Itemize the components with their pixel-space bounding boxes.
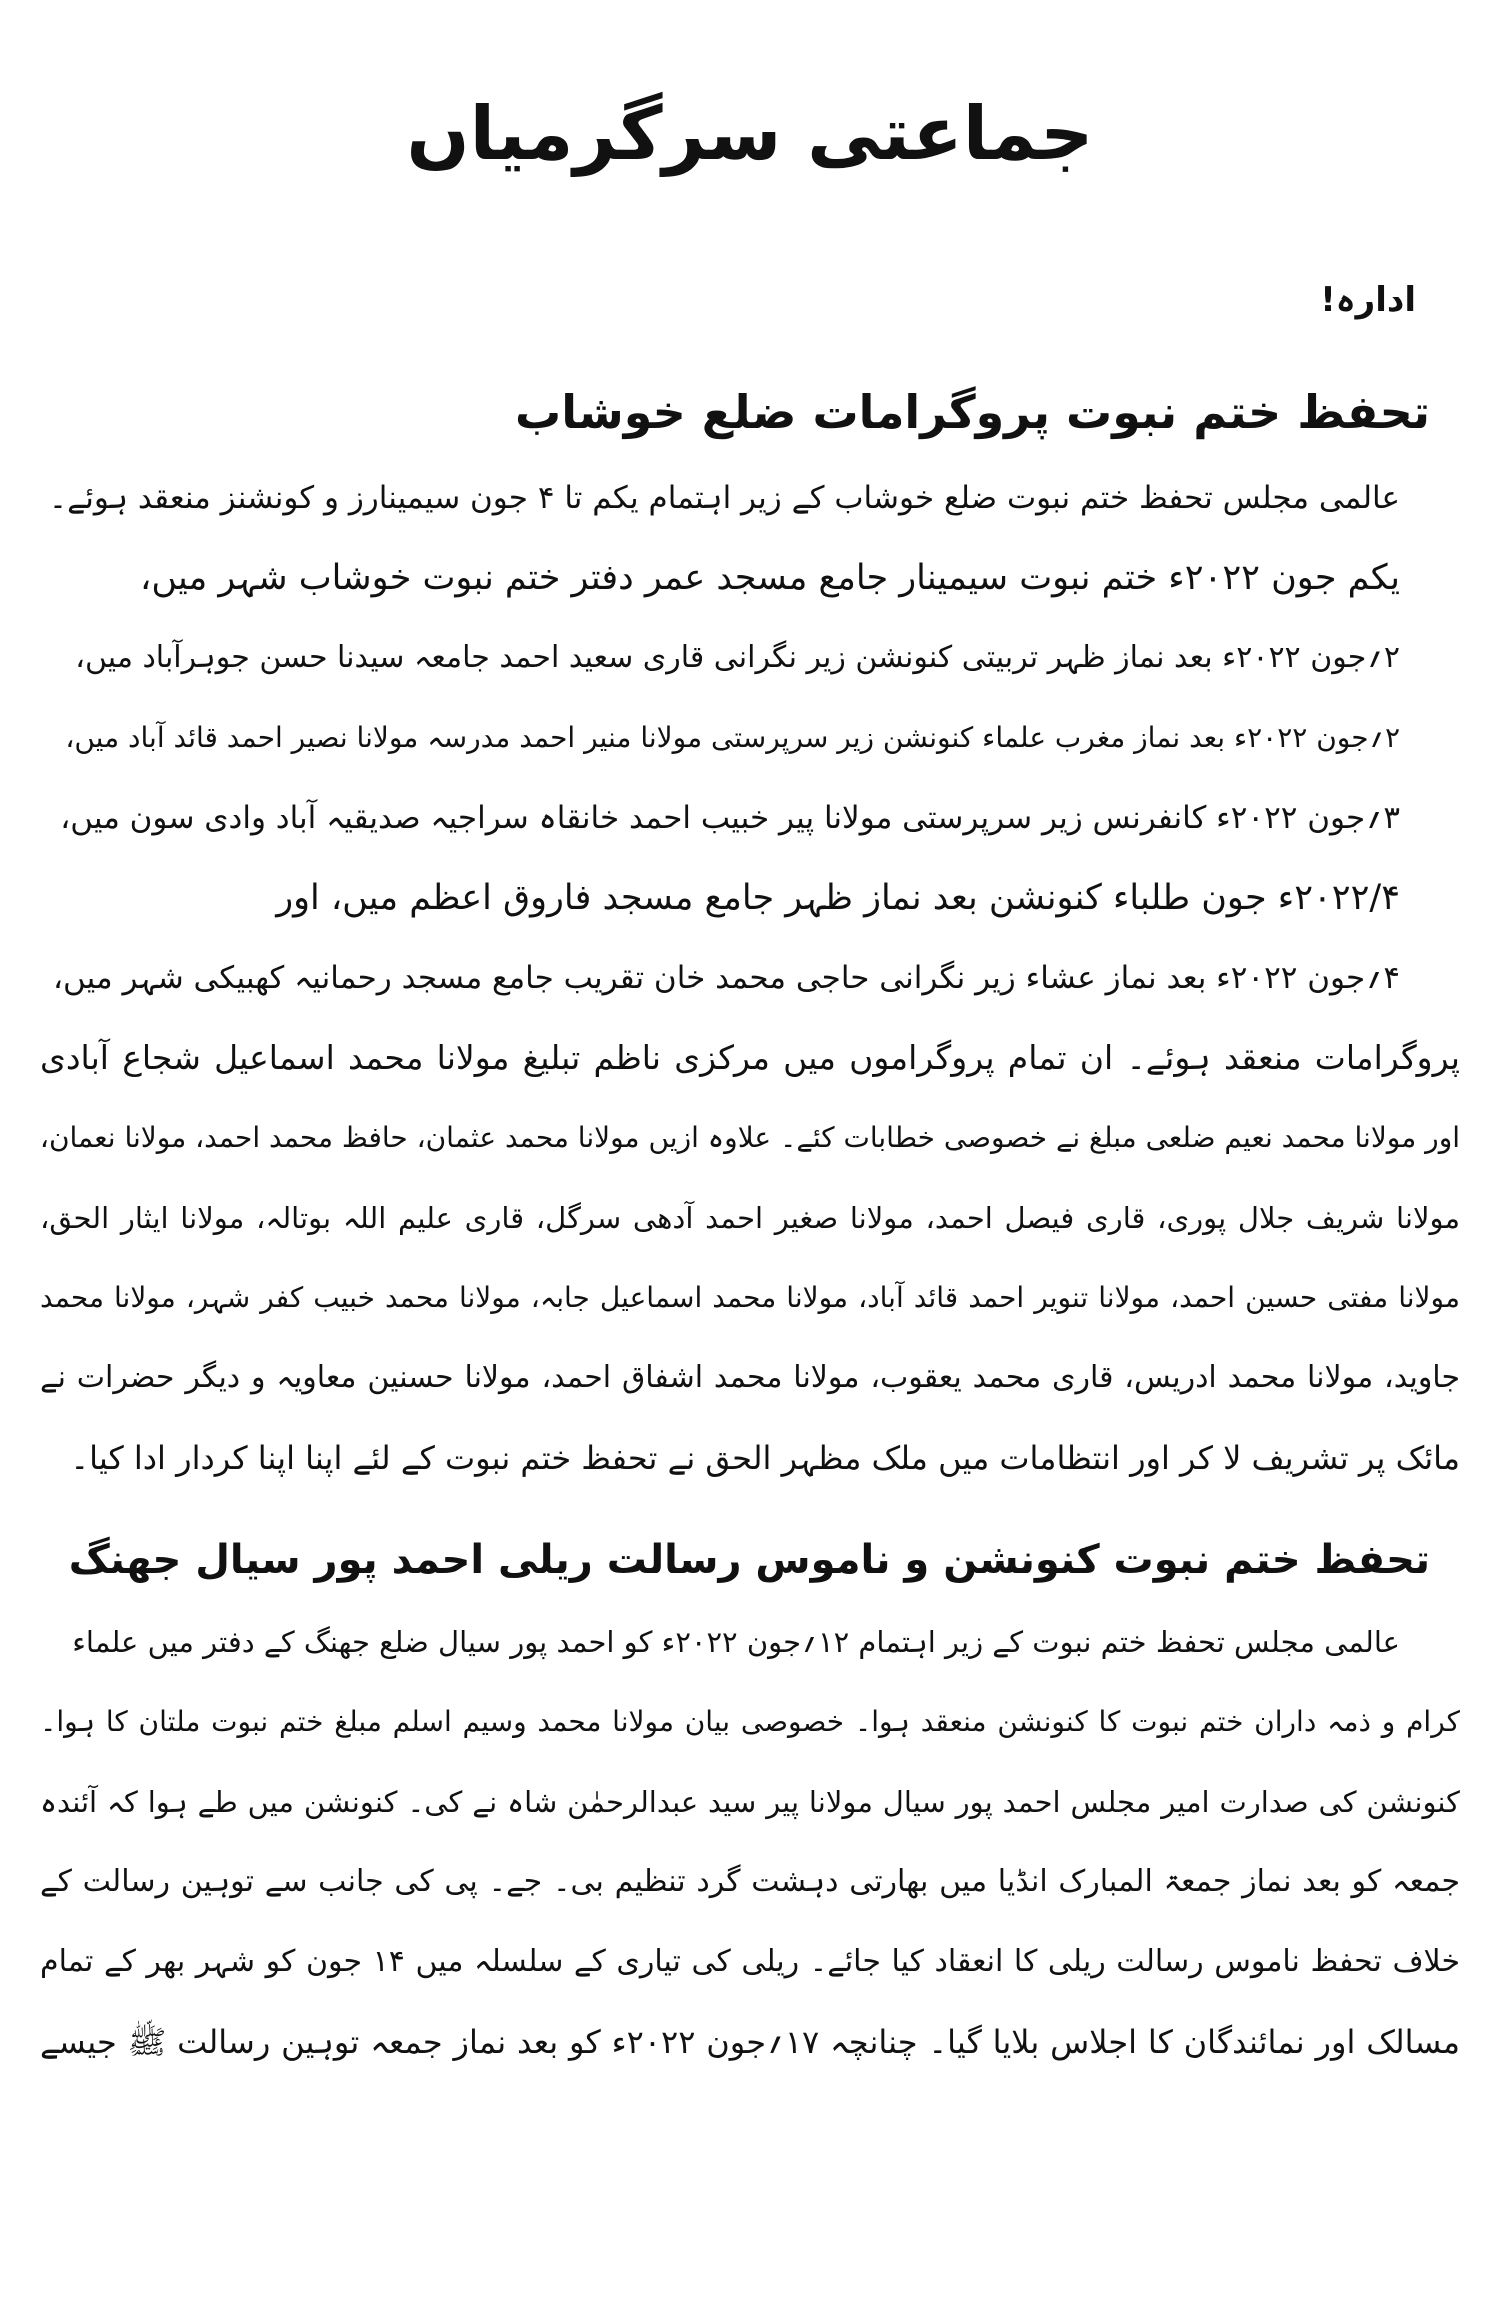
paragraph-line: ۲۰۲۲/۴ء جون طلباء کنونشن بعد نماز ظہر جامع مسجد فاروق اعظم میں، اور — [276, 878, 1400, 919]
section-heading: تحفظ ختم نبوت کنونشن و ناموس رسالت ریلی احمد پور سیال جھنگ — [68, 1537, 1430, 1584]
paragraph-line: کرام و ذمہ داران ختم نبوت کا کنونشن منعقد ہوا۔ خصوصی بیان مولانا محمد وسیم اسلم مبلغ ختم نبوت ملتان کا ہوا۔ — [40, 1705, 1460, 1739]
paragraph-line: ۲؍جون ۲۰۲۲ء بعد نماز ظہر تربیتی کنونشن زیر نگرانی قاری سعید احمد جامعہ سیدنا حسن جوہرآباد میں، — [75, 640, 1400, 676]
paragraph-line: ۳؍جون ۲۰۲۲ء کانفرنس زیر سرپرستی مولانا پیر خبیب احمد خانقاہ سراجیہ صدیقیہ آباد وادی سون میں، — [60, 800, 1400, 837]
section-ahmadpur-sial-convention — [40, 1532, 1460, 2082]
paragraph-line: مسالک اور نمائندگان کا اجلاس بلایا گیا۔ چنانچہ ۱۷؍جون ۲۰۲۲ء کو بعد نماز جمعہ توہین رسالت ﷺ جیسے — [40, 2023, 1460, 2062]
paragraph-line: عالمی مجلس تحفظ ختم نبوت ضلع خوشاب کے زیر اہتمام یکم تا ۴ جون سیمینارز و کونشنز منعقد ہوئے۔ — [48, 480, 1400, 517]
paragraph-line: مائک پر تشریف لا کر اور انتظامات میں ملک مظہر الحق نے تحفظ ختم نبوت کے لئے اپنا اپنا کردار ادا کیا۔ — [70, 1439, 1460, 1478]
paragraph-line: یکم جون ۲۰۲۲ء ختم نبوت سیمینار جامع مسجد عمر دفتر ختم نبوت خوشاب شہر میں، — [140, 558, 1400, 599]
paragraph-line: عالمی مجلس تحفظ ختم نبوت کے زیر اہتمام ۱۲؍جون ۲۰۲۲ء کو احمد پور سیال ضلع جھنگ کے دفتر میں علماء — [72, 1625, 1400, 1660]
paragraph-line: ۴؍جون ۲۰۲۲ء بعد نماز عشاء زیر نگرانی حاجی محمد خان تقریب جامع مسجد رحمانیہ کھبیکی شہر میں، — [53, 960, 1400, 997]
section-khushab-programs — [40, 380, 1460, 1498]
paragraph-line: جاوید، مولانا محمد ادریس، قاری محمد یعقوب، مولانا محمد اشفاق احمد، مولانا حسنین معاویہ و دیگر حضرات نے — [40, 1360, 1460, 1396]
section-heading: تحفظ ختم نبوت پروگرامات ضلع خوشاب — [515, 384, 1430, 439]
paragraph-line: کنونشن کی صدارت امیر مجلس احمد پور سیال مولانا پیر سید عبدالرحمٰن شاہ نے کی۔ کنونشن میں طے ہوا کہ آئندہ — [40, 1785, 1460, 1820]
paragraph-line: جمعہ کو بعد نماز جمعۃ المبارک انڈیا میں بھارتی دہشت گرد تنظیم بی۔ جے۔ پی کی جانب سے توہین رسالت کے — [40, 1864, 1460, 1900]
paragraph-line: مولانا مفتی حسین احمد، مولانا تنویر احمد قائد آباد، مولانا محمد اسماعیل جابہ، مولانا محمد خبیب کفر شہر، مولانا محمد — [40, 1281, 1460, 1315]
paragraph-line: خلاف تحفظ ناموس رسالت ریلی کا انعقاد کیا جائے۔ ریلی کی تیاری کے سلسلہ میں ۱۴ جون کو شہر بھر کے تمام — [40, 1944, 1460, 1980]
byline: ادارہ! — [1320, 279, 1416, 320]
paragraph-line: پروگرامات منعقد ہوئے۔ ان تمام پروگراموں میں مرکزی ناظم تبلیغ مولانا محمد اسماعیل شجاع آبادی — [40, 1038, 1460, 1078]
page-title: جماعتی سرگرمیاں — [406, 91, 1094, 177]
paragraph-line: اور مولانا محمد نعیم ضلعی مبلغ نے خصوصی خطابات کئے۔ علاوہ ازیں مولانا محمد عثمان، حافظ محمد احمد، مولانا نعمان، — [40, 1121, 1460, 1155]
paragraph-line: مولانا شریف جلال پوری، قاری فیصل احمد، مولانا صغیر احمد آدھی سرگل، قاری علیم اللہ بوتالہ، مولانا ایثار الحق، — [40, 1201, 1460, 1236]
paragraph-line: ۲؍جون ۲۰۲۲ء بعد نماز مغرب علماء کنونشن زیر سرپرستی مولانا منیر احمد مدرسہ مولانا نصیر احمد قائد آباد میں، — [65, 721, 1400, 755]
